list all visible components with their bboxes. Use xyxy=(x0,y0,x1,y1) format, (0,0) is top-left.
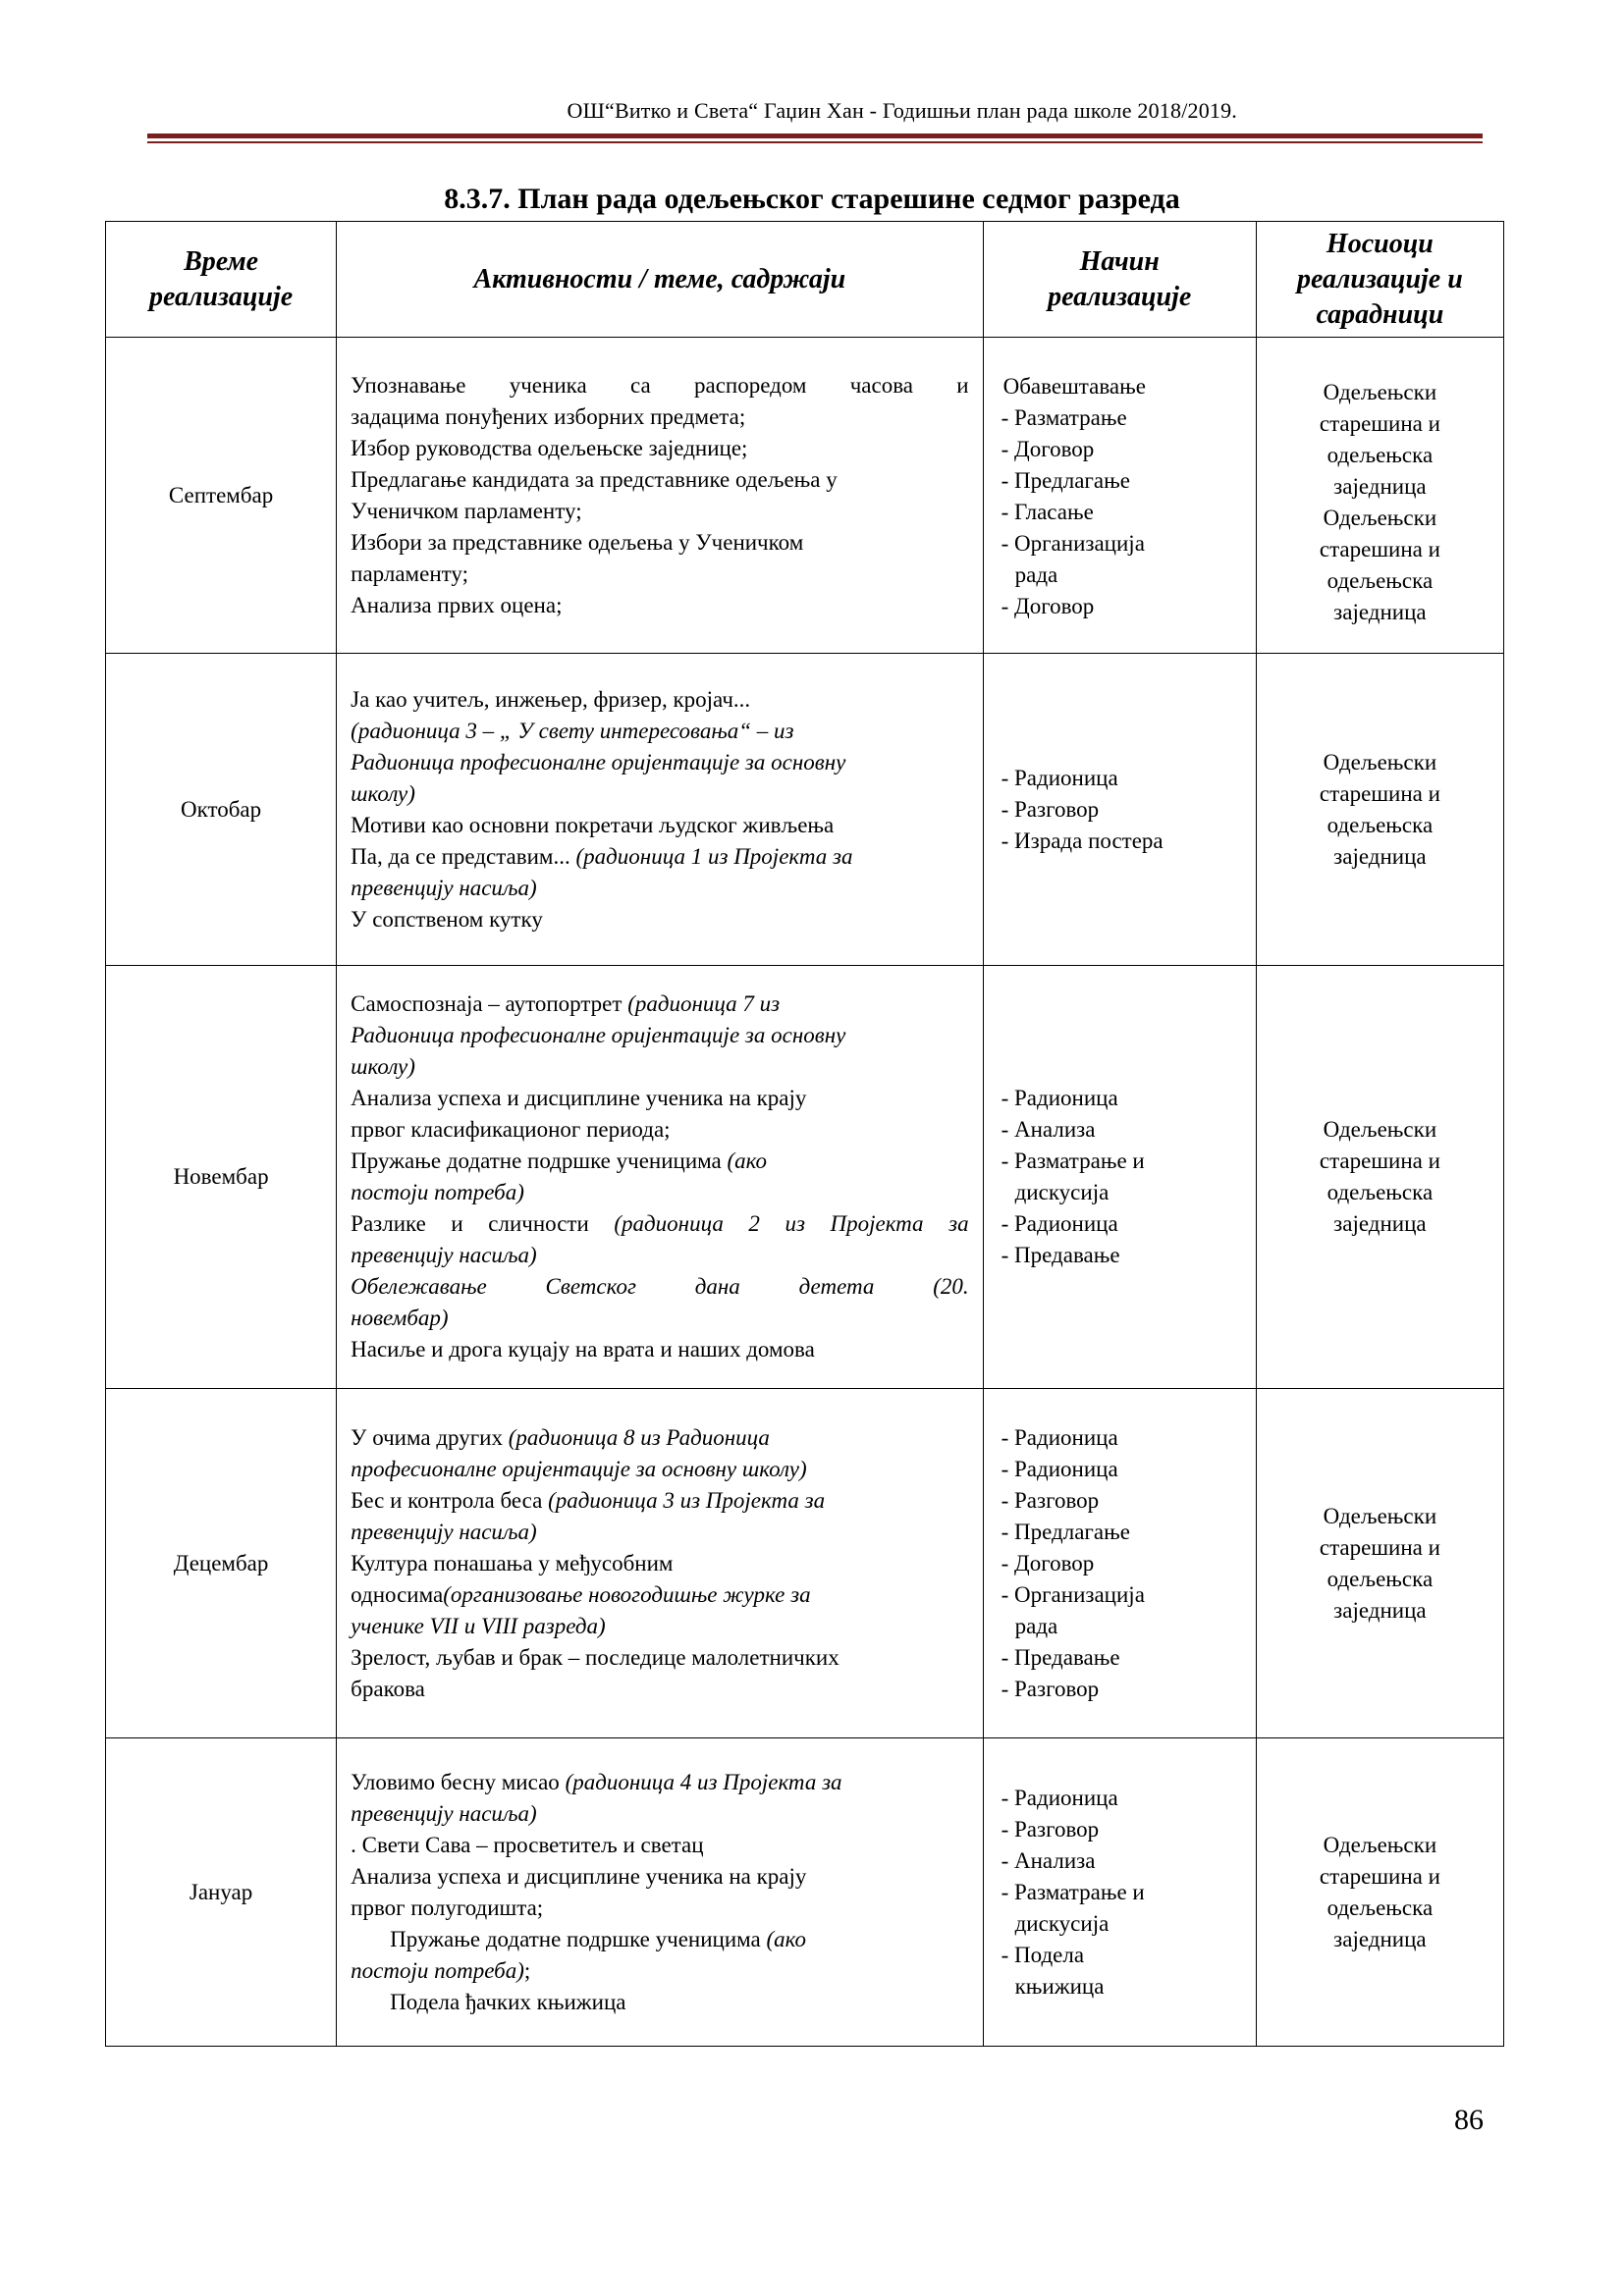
activity-line: првог полугодишта; xyxy=(351,1895,544,1920)
page-header xyxy=(147,98,1483,147)
carrier-line: старешина и xyxy=(1319,536,1440,561)
activity-line: Ученичком парламенту; xyxy=(351,498,582,523)
carrier-line: заједница xyxy=(1333,599,1427,624)
activity-line: Уловимо бесну мисао (радионица 4 из Пројекта за xyxy=(351,1769,842,1794)
method-item: - Организација xyxy=(1001,530,1145,556)
activity-line: Подела ђачких књижица xyxy=(390,1989,626,2014)
carrier-line: старешина и xyxy=(1319,410,1440,436)
activity-line: Анализа првих оцена; xyxy=(351,592,563,617)
activity-line: Радионица професионалне оријентације за основну xyxy=(351,1023,846,1047)
method-item: - Радионица xyxy=(1001,765,1118,790)
method-item: дискусија xyxy=(1014,1910,1110,1936)
method-item: - Разговор xyxy=(1001,1816,1100,1842)
activity-line: Ја као учитељ, инжењер, фризер, кројач... xyxy=(351,686,751,712)
carrier-line: Одељењски xyxy=(1323,379,1437,404)
method-item: - Разговор xyxy=(1001,1676,1100,1701)
carriers-cell xyxy=(1256,654,1503,966)
methods-cell xyxy=(983,338,1256,654)
method-item: - Радионица xyxy=(1001,1211,1118,1236)
activity-line: Обележавање Светског дана детета (20. xyxy=(351,1274,969,1299)
activity-line: Насиље и дрога куцају на врата и наших домова xyxy=(351,1337,815,1362)
activity-line: ученике VII и VIII разреда) xyxy=(351,1613,606,1638)
method-item: - Предлагање xyxy=(1001,1519,1130,1544)
activity-line: школу) xyxy=(351,780,415,806)
activity-line: постоји потреба); xyxy=(351,1957,531,1983)
method-item: - Радионица xyxy=(1001,1086,1118,1110)
page-number: 86 xyxy=(1454,2104,1484,2136)
method-item: - Гласање xyxy=(1001,499,1094,524)
carrier-line: одељењска xyxy=(1326,442,1434,467)
methods-cell xyxy=(983,1389,1256,1738)
method-item: - Анализа xyxy=(1001,1117,1096,1142)
method-item: - Подела xyxy=(1001,1942,1085,1967)
carriers-cell xyxy=(1256,1389,1503,1738)
carrier-line: Одељењски xyxy=(1323,749,1437,774)
activity-line: Анализа успеха и дисциплине ученика на крају xyxy=(351,1863,807,1889)
carrier-line: Одељењски xyxy=(1323,1117,1437,1142)
plan-table xyxy=(105,221,1504,2047)
activities-cell xyxy=(337,1389,983,1738)
activities-cell xyxy=(337,654,983,966)
header-method: Начин реализације xyxy=(983,222,1256,338)
carrier-line: заједница xyxy=(1333,1926,1427,1951)
activity-line: Радионица професионалне оријентације за основну xyxy=(351,749,846,774)
carrier-line: заједница xyxy=(1333,1597,1427,1623)
activity-line: Мотиви као основни покретачи људског живљења xyxy=(351,812,835,837)
header-rule-thick xyxy=(147,133,1483,138)
header-time: Време реализације xyxy=(106,222,337,338)
method-item: дискусија xyxy=(1014,1180,1110,1204)
activity-line: парламенту; xyxy=(351,561,468,586)
header-carriers: Носиоци реализације и сарадници xyxy=(1256,222,1503,338)
carriers-cell xyxy=(1256,1738,1503,2047)
month-cell: Јануар xyxy=(106,1738,337,2047)
activity-line: Па, да се представим... (радионица 1 из Пројекта за xyxy=(351,843,853,869)
activity-line: бракова xyxy=(351,1676,425,1701)
method-item: - Разматрање и xyxy=(1001,1879,1145,1904)
method-item: - Предавање xyxy=(1001,1243,1120,1267)
methods-cell xyxy=(983,654,1256,966)
carrier-line: одељењска xyxy=(1326,812,1434,837)
carrier-line: старешина и xyxy=(1319,780,1440,806)
carrier-line: одељењска xyxy=(1326,1895,1434,1920)
carrier-line: Одељењски xyxy=(1323,1832,1437,1857)
methods-cell xyxy=(983,966,1256,1389)
activity-line: У сопственом кутку xyxy=(351,906,543,932)
method-item: - Организација xyxy=(1001,1581,1145,1607)
method-item: рада xyxy=(1014,1613,1058,1638)
header-rule-thin xyxy=(147,141,1483,143)
method-item: - Радионица xyxy=(1001,1785,1118,1810)
activity-line: Пружање додатне подршке ученицима (ако xyxy=(351,1148,768,1173)
table-row-september xyxy=(106,338,1504,654)
activity-line: Бес и контрола беса (радионица 3 из Пројекта за xyxy=(351,1487,826,1513)
activity-line: . Свети Сава – просветитељ и светац xyxy=(351,1832,704,1857)
activity-line: професионалне оријентације за основну школу) xyxy=(351,1456,807,1481)
month-cell: Новембар xyxy=(106,966,337,1389)
activity-line: првог класификационог периода; xyxy=(351,1117,671,1142)
section-title: 8.3.7. План рада одељењског старешине седмог разреда xyxy=(444,183,1180,215)
carrier-line: одељењска xyxy=(1326,1180,1434,1204)
activity-line: Анализа успеха и дисциплине ученика на крају xyxy=(351,1086,807,1110)
method-item: књижица xyxy=(1014,1973,1105,1999)
carrier-line: одељењска xyxy=(1326,1566,1434,1591)
carriers-cell xyxy=(1256,966,1503,1389)
activities-cell xyxy=(337,338,983,654)
activity-line: Самоспознаја – аутопортрет (радионица 7 из xyxy=(351,991,781,1016)
activity-line: У очима других (радионица 8 из Радионица xyxy=(351,1424,770,1450)
activity-line: односима(организовање новогодишње журке за xyxy=(351,1581,811,1607)
carrier-line: заједница xyxy=(1333,843,1427,869)
activity-line: Пружање додатне подршке ученицима (ако xyxy=(390,1926,807,1951)
activity-line: Упознавање ученика са распоредом часова и xyxy=(351,372,969,398)
activity-line: Избори за представнике одељења у Ученичком xyxy=(351,529,804,555)
activity-line: (радионица 3 – „ У свету интересовања“ – из xyxy=(351,718,794,743)
carrier-line: старешина и xyxy=(1319,1863,1440,1889)
carrier-line: заједница xyxy=(1333,473,1427,499)
month-cell: Октобар xyxy=(106,654,337,966)
method-item: - Договор xyxy=(1001,1550,1095,1575)
header-activities: Активности / теме, садржаји xyxy=(337,222,983,338)
method-item: - Разматрање xyxy=(1001,404,1127,430)
activity-line: превенцију насиља) xyxy=(351,1519,537,1544)
header-text: ОШ“Витко и Света“ Гаџин Хан - Годишњи план рада школе 2018/2019. xyxy=(567,98,1237,123)
method-item: - Договор xyxy=(1001,593,1095,618)
activity-line: Зрелост, љубав и брак – последице малолетничких xyxy=(351,1644,839,1670)
method-item: - Радионица xyxy=(1001,1424,1118,1450)
activity-line: новембар) xyxy=(351,1306,449,1330)
activity-line: превенцију насиља) xyxy=(351,875,537,900)
method-item: - Предавање xyxy=(1001,1644,1120,1670)
carrier-line: Одељењски xyxy=(1323,505,1437,530)
activity-line: Разлике и сличности (радионица 2 из Пројекта за xyxy=(351,1211,969,1236)
table-row-october xyxy=(106,654,1504,966)
methods-cell xyxy=(983,1738,1256,2047)
activities-cell xyxy=(337,966,983,1389)
method-item: - Израда постера xyxy=(1001,828,1164,853)
activities-cell xyxy=(337,1738,983,2047)
carrier-line: Одељењски xyxy=(1323,1503,1437,1528)
table-row-november xyxy=(106,966,1504,1389)
table-header-row xyxy=(106,222,1504,338)
method-item: - Анализа xyxy=(1001,1847,1096,1873)
method-item: - Предлагање xyxy=(1001,467,1130,493)
activity-line: превенцију насиља) xyxy=(351,1243,537,1267)
carrier-line: старешина и xyxy=(1319,1534,1440,1560)
method-item: - Разговор xyxy=(1001,1487,1100,1513)
carrier-line: одељењска xyxy=(1326,567,1434,593)
activity-line: Предлагање кандидата за представнике одељења у xyxy=(351,466,838,492)
activity-line: задацима понуђених изборних предмета; xyxy=(351,403,746,429)
activity-line: школу) xyxy=(351,1054,415,1079)
activity-line: постоји потреба) xyxy=(351,1180,524,1204)
method-item: - Разматрање и xyxy=(1001,1148,1145,1173)
method-item: - Радионица xyxy=(1001,1456,1118,1481)
carrier-line: старешина и xyxy=(1319,1148,1440,1173)
activity-line: Избор руководства одељењске заједнице; xyxy=(351,435,748,460)
method-item: Обавештавање xyxy=(1002,373,1146,399)
table-row-january xyxy=(106,1738,1504,2047)
method-item: - Разговор xyxy=(1001,796,1100,822)
activity-line: превенцију насиља) xyxy=(351,1800,537,1826)
table-row-december xyxy=(106,1389,1504,1738)
activity-line: Култура понашања у међусобним xyxy=(351,1550,674,1575)
carrier-line: заједница xyxy=(1333,1211,1427,1236)
carriers-cell xyxy=(1256,338,1503,654)
method-item: - Договор xyxy=(1001,436,1095,461)
method-item: рада xyxy=(1014,561,1058,587)
month-cell: Септембар xyxy=(106,338,337,654)
month-cell: Децембар xyxy=(106,1389,337,1738)
